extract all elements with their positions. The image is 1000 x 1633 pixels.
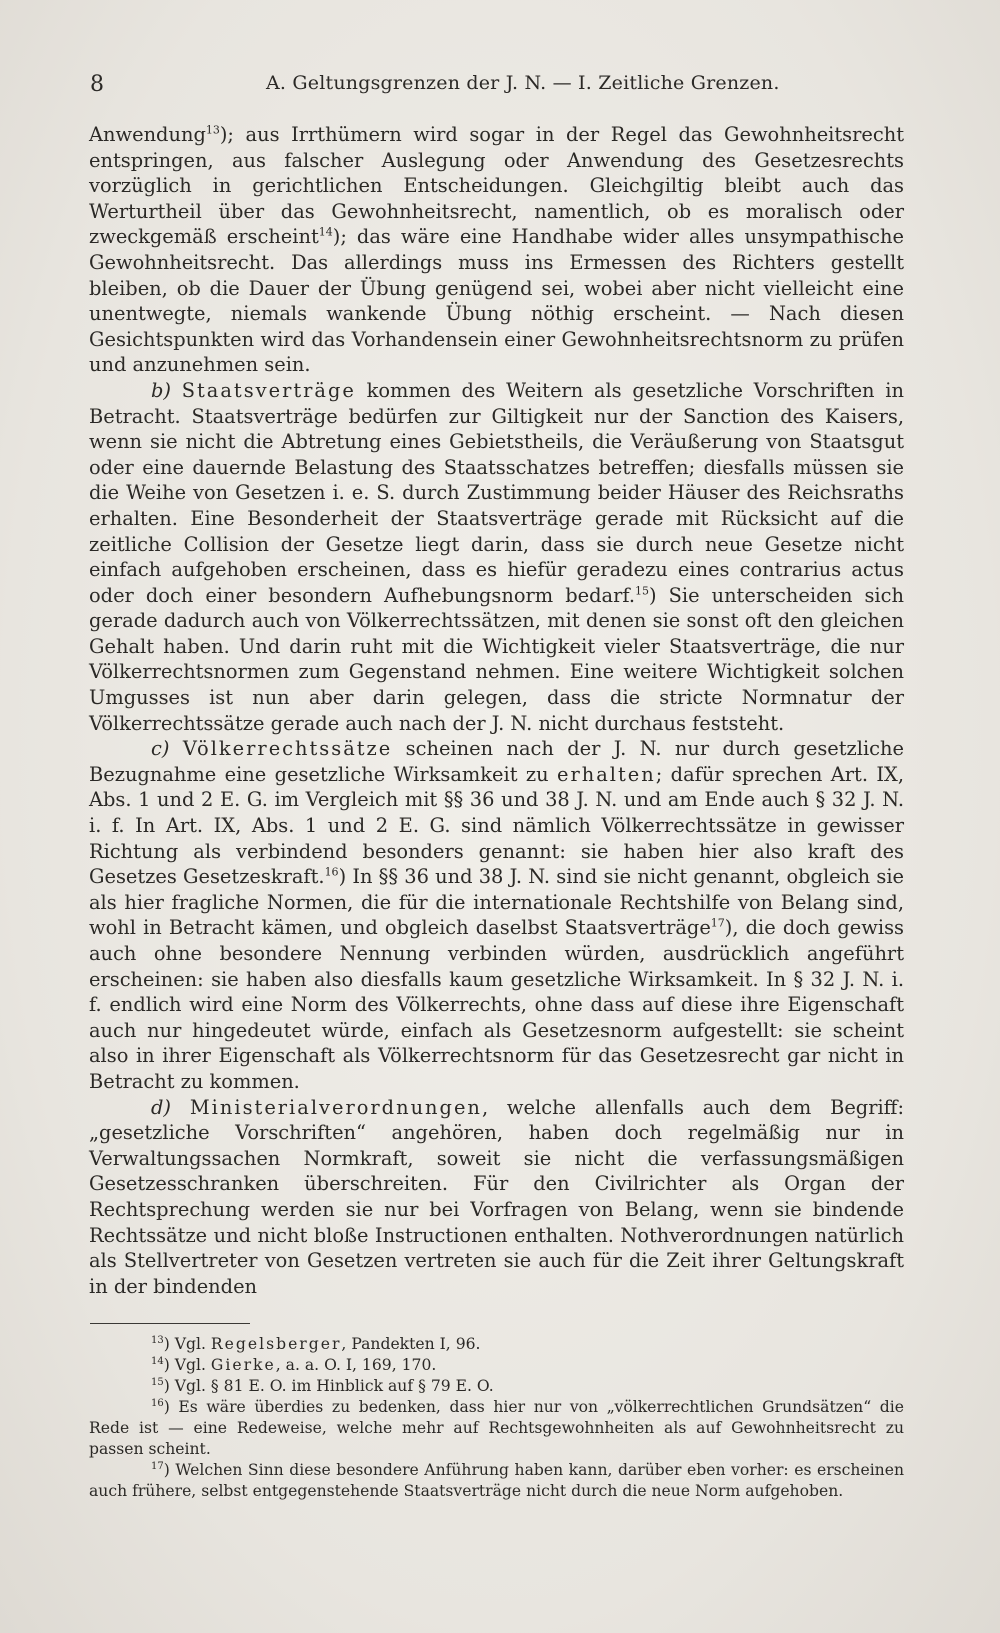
footnote-17	[89, 1460, 904, 1502]
text-run: ); aus Irrthümern wird sogar in der Regel das Gewohnheitsrecht entspringen, aus falscher Auslegung oder Anwendung des Gesetzesrechts vorzüglich in gerichtlichen Entscheidungen. Gleichgiltig bleibt auch das Werturtheil über das Gewohnheitsrecht, namentlich, ob es moralisch oder zweckgemäß erscheint	[89, 123, 904, 249]
text-run: ) In §§ 36 und 38 J. N. sind sie nicht genannt, obgleich sie als hier fragliche Normen, die für die internationale Rechtshilfe von Belang sind, wohl in Betracht kämen, und obgleich daselbst Staatsverträge	[89, 865, 904, 940]
cited-author: Regelsberger	[210, 1335, 342, 1353]
paragraph-1	[89, 122, 904, 378]
page-number: 8	[90, 72, 104, 97]
footnote-ref-15: 15	[634, 584, 649, 598]
footnote-ref-13: 13	[205, 123, 220, 137]
footnote-number: 15	[151, 1376, 164, 1388]
text-run: ); das wäre eine Handhabe wider alles unsympathische Gewohnheitsrecht. Das allerdings muss ins Ermessen des Richters gestellt bleiben, ob die Dauer der Übung genügend sei, wobei aber nicht vielleicht eine unentwegte, niemals wankende Übung nöthig erscheint. — Nach diesen Gesichtspunkten wird das Vorhandensein einer Gewohnheitsrechtsnorm zu prüfen und anzunehmen sein.	[89, 225, 904, 377]
footnote-16	[89, 1397, 904, 1460]
text-run: ) Sie unterscheiden sich gerade dadurch auch von Völkerrechtssätzen, mit denen sie sonst oft den gleichen Gehalt haben. Und darin ruht mit die Wichtigkeit vieler Staatsverträge, die nur Völkerrechtsnormen zum Gegenstand nehmen. Eine weitere Wichtigkeit solchen Umgusses ist nun aber darin gelegen, dass die stricte Normnatur der Völkerrechtssätze gerade auch nach der J. N. nicht durchaus feststeht.	[89, 583, 904, 735]
footnotes	[89, 1334, 904, 1502]
text-run: Anwendung	[89, 123, 206, 146]
running-title: A. Geltungsgrenzen der J. N. — I. Zeitliche Grenzen.	[266, 72, 780, 94]
section-marker-c: c)	[151, 737, 170, 761]
paragraph-4	[89, 1095, 904, 1300]
footnote-ref-17: 17	[710, 916, 725, 930]
footnote-ref-16: 16	[324, 865, 339, 879]
page-header	[90, 68, 905, 98]
footnote-14	[89, 1355, 904, 1376]
footnote-text: , Pandekten I, 96.	[341, 1335, 481, 1353]
section-term: Ministerialverordnungen	[189, 1095, 482, 1119]
cited-author: Gierke	[210, 1356, 276, 1374]
text-run: kommen des Weitern als gesetzliche Vorschriften in Betracht. Staatsverträge bedürfen zur Giltigkeit nur der Sanction des Kaisers, wenn sie nicht die Abtretung eines Gebietstheils, die Veräußerung von Staatsgut oder eine dauernde Belastung des Staatsschatzes betreffen; diesfalls müssen sie die Weihe von Gesetzen i. e. S. durch Zustimmung beider Häuser des Reichsraths erhalten. Eine Besonderheit der Staatsverträge gerade mit Rücksicht auf die zeitliche Collision der Gesetze liegt darin, dass sie durch neue Gesetze nicht einfach aufgehoben erscheinen, dass es hiefür geradezu eines contrarius actus oder doch einer besondern Aufhebungsnorm bedarf.	[89, 378, 904, 607]
section-marker-b: b)	[151, 378, 171, 402]
footnote-text: ) Welchen Sinn diese besondere Anführung haben kann, darüber eben vorher: es erscheinen auch frühere, selbst entgegenstehende Staatsverträge nicht durch die neue Norm aufgehoben.	[89, 1461, 904, 1500]
footnote-text: , a. a. O. I, 169, 170.	[275, 1356, 437, 1374]
footnote-divider	[90, 1323, 250, 1324]
footnote-13	[89, 1334, 904, 1355]
text-run: ), die doch gewiss auch ohne besondere Nennung verbinden würden, ausdrücklich angeführt erscheinen: sie haben also diesfalls kaum gesetzliche Wirksamkeit. In § 32 J. N. i. f. endlich wird eine Norm des Völkerrechts, ohne dass auf diese ihre Eigenschaft auch nur hingedeutet würde, einfach als Gesetzesnorm aufgestellt: sie scheint also in ihrer Eigenschaft als Völkerrechtsnorm für das Gesetzesrecht gar nicht in Betracht zu kommen.	[89, 916, 904, 1093]
footnote-15	[89, 1376, 904, 1397]
text-run: ; dafür sprechen Art. IX, Abs. 1 und 2 E. G. im Vergleich mit §§ 36 und 38 J. N. und am Ende auch § 32 J. N. i. f. In Art. IX, Abs. 1 und 2 E. G. sind nämlich Völkerrechtssätze in gewisser Richtung als verbindend besonders genannt: sie haben hier also kraft des Gesetzes Gesetzeskraft.	[89, 762, 904, 889]
section-marker-d: d)	[151, 1095, 171, 1119]
footnote-number: 17	[151, 1460, 164, 1472]
footnote-text: ) Es wäre überdies zu bedenken, dass hier nur von „völkerrechtlichen Grundsätzen“ die Rede ist — eine Redeweise, welche mehr auf Rechtsgewohnheiten als auf Gewohnheitsrecht zu passen scheint.	[89, 1398, 904, 1458]
main-text	[89, 122, 904, 1299]
footnote-text: ) Vgl.	[163, 1335, 211, 1353]
paragraph-2	[89, 378, 904, 736]
footnote-text: ) Vgl. § 81 E. O. im Hinblick auf § 79 E. O.	[163, 1377, 494, 1395]
footnote-number: 13	[151, 1334, 164, 1346]
section-term: Völkerrechtssätze	[182, 737, 393, 761]
paragraph-3	[89, 736, 904, 1094]
section-term: Staatsverträge	[181, 378, 356, 402]
emphasized-word: erhalten	[556, 762, 656, 786]
footnote-number: 16	[151, 1397, 164, 1409]
footnote-ref-14: 14	[318, 225, 333, 239]
text-run: scheinen nach der J. N. nur durch gesetzliche Bezugnahme eine gesetzliche Wirksamkeit zu	[89, 737, 904, 786]
footnote-text: ) Vgl.	[163, 1356, 211, 1374]
footnote-number: 14	[151, 1355, 164, 1367]
text-run: , welche allenfalls auch dem Begriff: „gesetzliche Vorschriften“ angehören, haben doch regelmäßig nur in Verwaltungssachen Normkraft, soweit sie nicht die verfassungsmäßigen Gesetzesschranken überschreiten. Für den Civilrichter als Organ der Rechtsprechung werden sie nur bei Vorfragen von Belang, wenn sie bindende Rechtssätze und nicht bloße Instructionen enthalten. Nothverordnungen natürlich als Stellvertreter von Gesetzen vertreten sie auch für die Zeit ihrer Geltungskraft in der bindenden	[89, 1095, 904, 1298]
